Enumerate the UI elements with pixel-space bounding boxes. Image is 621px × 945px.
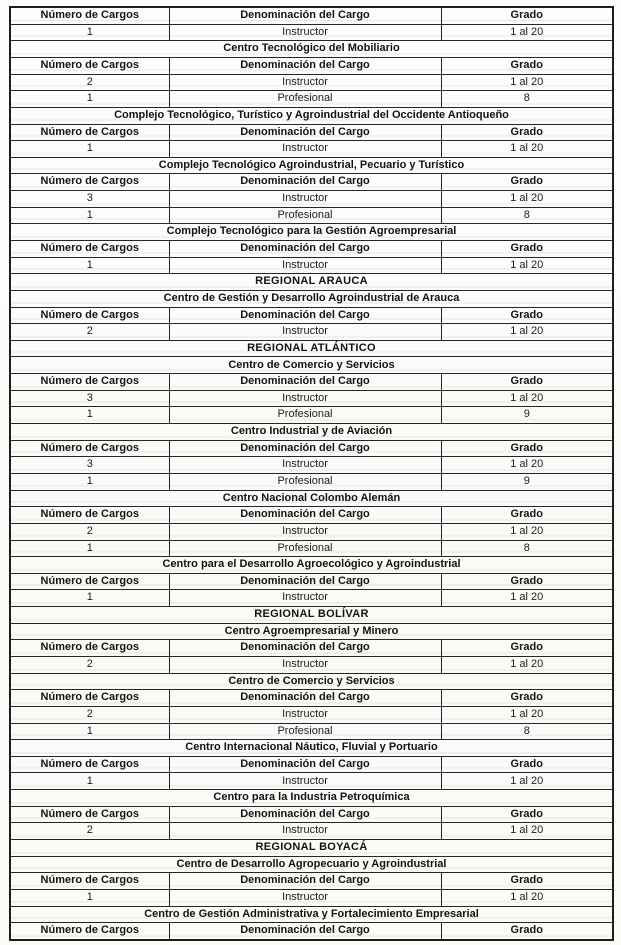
- column-header-row: [10, 374, 613, 391]
- column-header-numero-de-cargos: Número de Cargos: [10, 507, 169, 524]
- cell-grado: 9: [441, 407, 613, 424]
- cell-denominacion-del-cargo: Instructor: [169, 889, 441, 906]
- column-header-grado: Grado: [441, 756, 613, 773]
- cell-denominacion-del-cargo: Instructor: [169, 257, 441, 274]
- column-header-row: [10, 573, 613, 590]
- center-title: Complejo Tecnológico, Turístico y Agroindustrial del Occidente Antioqueño: [10, 107, 613, 124]
- regional-title: REGIONAL ARAUCA: [10, 274, 613, 291]
- data-row: [10, 723, 613, 740]
- column-header-grado: Grado: [441, 873, 613, 890]
- column-header-row: [10, 440, 613, 457]
- data-row: [10, 24, 613, 41]
- center-title: Complejo Tecnológico Agroindustrial, Pecuario y Turístico: [10, 157, 613, 174]
- cell-numero-de-cargos: 1: [10, 723, 169, 740]
- cell-denominacion-del-cargo: Instructor: [169, 74, 441, 91]
- cell-grado: 1 al 20: [441, 590, 613, 607]
- center-title-row: [10, 673, 613, 690]
- column-header-grado: Grado: [441, 57, 613, 74]
- column-header-grado: Grado: [441, 923, 613, 940]
- column-header-row: [10, 756, 613, 773]
- column-header-row: [10, 923, 613, 940]
- cell-denominacion-del-cargo: Profesional: [169, 207, 441, 224]
- data-row: [10, 91, 613, 108]
- cell-numero-de-cargos: 1: [10, 540, 169, 557]
- center-title-row: [10, 157, 613, 174]
- regional-title: REGIONAL BOYACÁ: [10, 840, 613, 857]
- data-row: [10, 324, 613, 341]
- data-row: [10, 889, 613, 906]
- center-title-row: [10, 557, 613, 574]
- center-title-row: [10, 490, 613, 507]
- column-header-row: [10, 240, 613, 257]
- data-row: [10, 473, 613, 490]
- column-header-grado: Grado: [441, 307, 613, 324]
- cell-denominacion-del-cargo: Instructor: [169, 590, 441, 607]
- cell-grado: 1 al 20: [441, 457, 613, 474]
- column-header-grado: Grado: [441, 507, 613, 524]
- column-header-denominacion-del-cargo: Denominación del Cargo: [169, 873, 441, 890]
- cell-grado: 8: [441, 540, 613, 557]
- cell-numero-de-cargos: 1: [10, 473, 169, 490]
- center-title: Centro de Gestión y Desarrollo Agroindustrial de Arauca: [10, 290, 613, 307]
- column-header-numero-de-cargos: Número de Cargos: [10, 440, 169, 457]
- cell-grado: 1 al 20: [441, 141, 613, 158]
- column-header-numero-de-cargos: Número de Cargos: [10, 374, 169, 391]
- cell-numero-de-cargos: 3: [10, 390, 169, 407]
- center-title: Centro para la Industria Petroquímica: [10, 790, 613, 807]
- cell-numero-de-cargos: 3: [10, 191, 169, 208]
- data-row: [10, 141, 613, 158]
- column-header-numero-de-cargos: Número de Cargos: [10, 57, 169, 74]
- center-title: Centro Internacional Náutico, Fluvial y Portuario: [10, 740, 613, 757]
- column-header-denominacion-del-cargo: Denominación del Cargo: [169, 57, 441, 74]
- data-row: [10, 590, 613, 607]
- data-row: [10, 390, 613, 407]
- column-header-denominacion-del-cargo: Denominación del Cargo: [169, 307, 441, 324]
- column-header-grado: Grado: [441, 690, 613, 707]
- center-title: Centro de Comercio y Servicios: [10, 673, 613, 690]
- column-header-denominacion-del-cargo: Denominación del Cargo: [169, 640, 441, 657]
- column-header-denominacion-del-cargo: Denominación del Cargo: [169, 756, 441, 773]
- column-header-denominacion-del-cargo: Denominación del Cargo: [169, 374, 441, 391]
- cell-grado: 1 al 20: [441, 74, 613, 91]
- center-title: Centro de Gestión Administrativa y Fortalecimiento Empresarial: [10, 906, 613, 923]
- cell-grado: 1 al 20: [441, 773, 613, 790]
- column-header-denominacion-del-cargo: Denominación del Cargo: [169, 690, 441, 707]
- cell-grado: 1 al 20: [441, 191, 613, 208]
- column-header-denominacion-del-cargo: Denominación del Cargo: [169, 124, 441, 141]
- data-row: [10, 457, 613, 474]
- center-title-row: [10, 424, 613, 441]
- data-row: [10, 407, 613, 424]
- cell-numero-de-cargos: 1: [10, 590, 169, 607]
- data-row: [10, 257, 613, 274]
- column-header-numero-de-cargos: Número de Cargos: [10, 806, 169, 823]
- column-header-denominacion-del-cargo: Denominación del Cargo: [169, 573, 441, 590]
- center-title: Centro para el Desarrollo Agroecológico y Agroindustrial: [10, 557, 613, 574]
- column-header-numero-de-cargos: Número de Cargos: [10, 873, 169, 890]
- regional-title-row: [10, 840, 613, 857]
- cell-denominacion-del-cargo: Instructor: [169, 706, 441, 723]
- center-title-row: [10, 740, 613, 757]
- center-title-row: [10, 357, 613, 374]
- center-title-row: [10, 856, 613, 873]
- cell-numero-de-cargos: 1: [10, 407, 169, 424]
- data-row: [10, 657, 613, 674]
- center-title: Centro Agroempresarial y Minero: [10, 623, 613, 640]
- cell-grado: 1 al 20: [441, 823, 613, 840]
- cell-denominacion-del-cargo: Instructor: [169, 24, 441, 41]
- cell-grado: 1 al 20: [441, 889, 613, 906]
- cell-numero-de-cargos: 1: [10, 91, 169, 108]
- column-header-row: [10, 7, 613, 24]
- center-title: Complejo Tecnológico para la Gestión Agroempresarial: [10, 224, 613, 241]
- cell-grado: 8: [441, 91, 613, 108]
- cell-grado: 1 al 20: [441, 706, 613, 723]
- cell-denominacion-del-cargo: Profesional: [169, 473, 441, 490]
- center-title: Centro de Desarrollo Agropecuario y Agroindustrial: [10, 856, 613, 873]
- cell-denominacion-del-cargo: Profesional: [169, 540, 441, 557]
- center-title: Centro Industrial y de Aviación: [10, 424, 613, 441]
- column-header-grado: Grado: [441, 124, 613, 141]
- cell-denominacion-del-cargo: Instructor: [169, 324, 441, 341]
- cell-denominacion-del-cargo: Instructor: [169, 773, 441, 790]
- data-row: [10, 207, 613, 224]
- column-header-numero-de-cargos: Número de Cargos: [10, 756, 169, 773]
- cell-denominacion-del-cargo: Instructor: [169, 191, 441, 208]
- center-title: Centro Tecnológico del Mobiliario: [10, 41, 613, 58]
- column-header-grado: Grado: [441, 806, 613, 823]
- center-title-row: [10, 790, 613, 807]
- cell-denominacion-del-cargo: Profesional: [169, 407, 441, 424]
- column-header-numero-de-cargos: Número de Cargos: [10, 690, 169, 707]
- column-header-numero-de-cargos: Número de Cargos: [10, 240, 169, 257]
- data-row: [10, 74, 613, 91]
- column-header-numero-de-cargos: Número de Cargos: [10, 923, 169, 940]
- center-title-row: [10, 224, 613, 241]
- cell-denominacion-del-cargo: Profesional: [169, 723, 441, 740]
- positions-table-body: [10, 7, 613, 940]
- column-header-row: [10, 690, 613, 707]
- column-header-numero-de-cargos: Número de Cargos: [10, 124, 169, 141]
- column-header-numero-de-cargos: Número de Cargos: [10, 174, 169, 191]
- regional-title-row: [10, 274, 613, 291]
- column-header-grado: Grado: [441, 573, 613, 590]
- cell-numero-de-cargos: 3: [10, 457, 169, 474]
- cell-numero-de-cargos: 2: [10, 523, 169, 540]
- cell-numero-de-cargos: 1: [10, 24, 169, 41]
- cell-denominacion-del-cargo: Profesional: [169, 91, 441, 108]
- column-header-row: [10, 174, 613, 191]
- regional-title-row: [10, 607, 613, 624]
- center-title-row: [10, 623, 613, 640]
- center-title-row: [10, 290, 613, 307]
- data-row: [10, 540, 613, 557]
- data-row: [10, 773, 613, 790]
- column-header-grado: Grado: [441, 7, 613, 24]
- center-title-row: [10, 906, 613, 923]
- column-header-row: [10, 124, 613, 141]
- cell-denominacion-del-cargo: Instructor: [169, 457, 441, 474]
- column-header-denominacion-del-cargo: Denominación del Cargo: [169, 174, 441, 191]
- column-header-row: [10, 507, 613, 524]
- column-header-grado: Grado: [441, 440, 613, 457]
- cell-denominacion-del-cargo: Instructor: [169, 523, 441, 540]
- data-row: [10, 823, 613, 840]
- positions-table: [9, 6, 614, 941]
- cell-numero-de-cargos: 2: [10, 324, 169, 341]
- column-header-row: [10, 307, 613, 324]
- cell-numero-de-cargos: 1: [10, 773, 169, 790]
- column-header-denominacion-del-cargo: Denominación del Cargo: [169, 507, 441, 524]
- column-header-denominacion-del-cargo: Denominación del Cargo: [169, 923, 441, 940]
- cell-grado: 1 al 20: [441, 657, 613, 674]
- cell-grado: 1 al 20: [441, 390, 613, 407]
- cell-numero-de-cargos: 2: [10, 657, 169, 674]
- column-header-row: [10, 873, 613, 890]
- center-title-row: [10, 41, 613, 58]
- cell-grado: 9: [441, 473, 613, 490]
- column-header-row: [10, 806, 613, 823]
- regional-title-row: [10, 340, 613, 357]
- regional-title: REGIONAL ATLÁNTICO: [10, 340, 613, 357]
- column-header-denominacion-del-cargo: Denominación del Cargo: [169, 806, 441, 823]
- cell-grado: 1 al 20: [441, 257, 613, 274]
- cell-grado: 8: [441, 207, 613, 224]
- column-header-grado: Grado: [441, 640, 613, 657]
- column-header-numero-de-cargos: Número de Cargos: [10, 307, 169, 324]
- cell-grado: 1 al 20: [441, 324, 613, 341]
- column-header-grado: Grado: [441, 240, 613, 257]
- cell-denominacion-del-cargo: Instructor: [169, 823, 441, 840]
- cell-numero-de-cargos: 1: [10, 207, 169, 224]
- column-header-numero-de-cargos: Número de Cargos: [10, 7, 169, 24]
- data-row: [10, 523, 613, 540]
- column-header-numero-de-cargos: Número de Cargos: [10, 573, 169, 590]
- cell-numero-de-cargos: 2: [10, 74, 169, 91]
- column-header-denominacion-del-cargo: Denominación del Cargo: [169, 240, 441, 257]
- cell-grado: 1 al 20: [441, 523, 613, 540]
- cell-numero-de-cargos: 2: [10, 823, 169, 840]
- column-header-row: [10, 640, 613, 657]
- column-header-denominacion-del-cargo: Denominación del Cargo: [169, 7, 441, 24]
- column-header-denominacion-del-cargo: Denominación del Cargo: [169, 440, 441, 457]
- cell-numero-de-cargos: 1: [10, 141, 169, 158]
- cell-grado: 8: [441, 723, 613, 740]
- cell-denominacion-del-cargo: Instructor: [169, 141, 441, 158]
- center-title: Centro Nacional Colombo Alemán: [10, 490, 613, 507]
- data-row: [10, 191, 613, 208]
- column-header-grado: Grado: [441, 374, 613, 391]
- cell-denominacion-del-cargo: Instructor: [169, 390, 441, 407]
- column-header-grado: Grado: [441, 174, 613, 191]
- cell-grado: 1 al 20: [441, 24, 613, 41]
- cell-numero-de-cargos: 1: [10, 257, 169, 274]
- cell-denominacion-del-cargo: Instructor: [169, 657, 441, 674]
- center-title-row: [10, 107, 613, 124]
- center-title: Centro de Comercio y Servicios: [10, 357, 613, 374]
- data-row: [10, 706, 613, 723]
- regional-title: REGIONAL BOLÍVAR: [10, 607, 613, 624]
- cell-numero-de-cargos: 1: [10, 889, 169, 906]
- cell-numero-de-cargos: 2: [10, 706, 169, 723]
- column-header-row: [10, 57, 613, 74]
- column-header-numero-de-cargos: Número de Cargos: [10, 640, 169, 657]
